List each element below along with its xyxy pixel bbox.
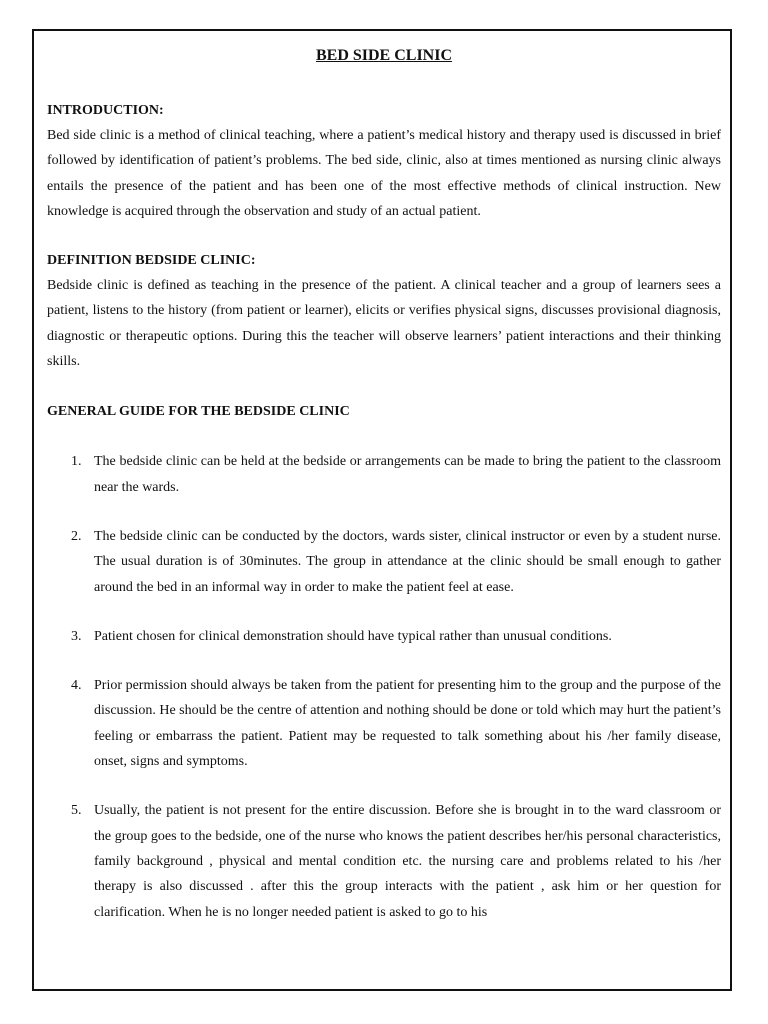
- list-item: [47, 524, 721, 600]
- document-title: BED SIDE CLINIC: [315, 47, 453, 64]
- list-item-text: Patient chosen for clinical demonstration should have typical rather than unusual conditions.: [94, 628, 612, 644]
- list-item-number: 5.: [71, 803, 82, 819]
- list-item-text: Prior permission should always be taken from the patient for presenting him to the group and the purpose of the discussion. He should be the centre of attention and nothing should be done or told which may hurt the patient’s feeling or embarrass the patient. Patient may be requested to talk something about his /her family disease, onset, signs and symptoms.: [94, 678, 721, 770]
- guide-list: [47, 449, 721, 924]
- definition-text: Bedside clinic is defined as teaching in the presence of the patient. A clinical teacher and a group of learners sees a patient, listens to the history (from patient or learner), elicits or verifies physical signs, discusses provisional diagnosis, diagnostic or therapeutic options. During this the teacher will observe learners’ patient interactions and their thinking skills.: [47, 278, 721, 370]
- list-item-number: 4.: [71, 678, 82, 694]
- page-border: [32, 29, 732, 991]
- list-item: [47, 624, 721, 649]
- list-item: [47, 798, 721, 924]
- list-item: [47, 673, 721, 774]
- definition-heading: DEFINITION BEDSIDE CLINIC:: [47, 253, 256, 269]
- list-item-text: The bedside clinic can be conducted by the doctors, wards sister, clinical instructor or even by a student nurse. The usual duration is of 30minutes. The group in attendance at the clinic should be small enough to gather around the bed in an informal way in order to make the patient feel at ease.: [94, 528, 721, 595]
- list-item-text: The bedside clinic can be held at the bedside or arrangements can be made to bring the patient to the classroom near the wards.: [94, 454, 721, 495]
- introduction-heading: INTRODUCTION:: [47, 103, 164, 118]
- document-content: [47, 31, 721, 949]
- list-item: [47, 449, 721, 500]
- list-item-text: Usually, the patient is not present for the entire discussion. Before she is brought in to the ward classroom or the group goes to the bedside, one of the nurse who knows the patient describes her/his personal characteristics, family background , physical and mental condition etc. the nursing care and problems related to his /her therapy is also discussed . after this the group interacts with the patient , ask him or her question for clarification. When he is no longer needed patient is asked to go to his: [94, 803, 721, 920]
- guide-heading: GENERAL GUIDE FOR THE BEDSIDE CLINIC: [47, 404, 350, 420]
- list-item-number: 3.: [71, 628, 82, 644]
- list-item-number: 1.: [71, 454, 82, 470]
- introduction-text: Bed side clinic is a method of clinical teaching, where a patient’s medical history and therapy used is discussed in brief followed by identification of patient’s problems. The bed side, clinic, also at times mentioned as nursing clinic always entails the presence of the patient and has been one of the most effective methods of clinical instruction. New knowledge is acquired through the observation and study of an actual patient.: [47, 128, 721, 219]
- list-item-number: 2.: [71, 528, 82, 544]
